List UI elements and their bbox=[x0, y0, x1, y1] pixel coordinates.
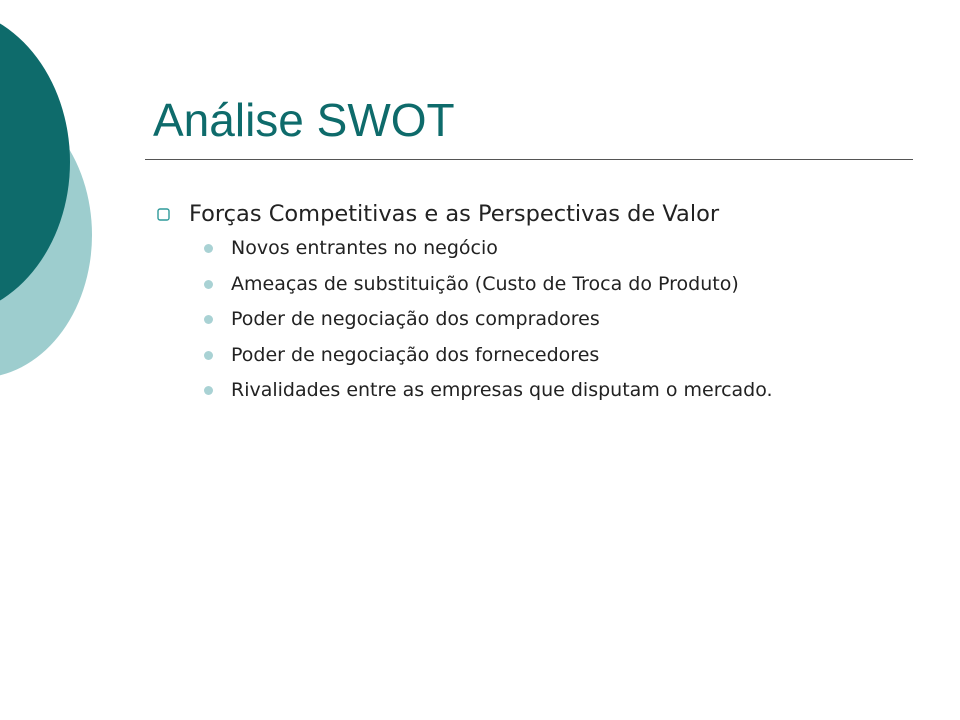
hollow-square-bullet-icon bbox=[157, 208, 170, 221]
round-bullet-icon bbox=[204, 280, 213, 289]
section-heading bbox=[157, 199, 897, 229]
slide-body bbox=[157, 199, 897, 411]
list-item-text: Rivalidades entre as empresas que disputam o mercado. bbox=[231, 379, 773, 401]
list-item bbox=[157, 340, 851, 370]
list-item bbox=[157, 233, 851, 263]
section-heading-text: Forças Competitivas e as Perspectivas de Valor bbox=[189, 201, 720, 227]
hollow-square-bullet-shape bbox=[158, 209, 169, 220]
title-divider bbox=[145, 159, 913, 160]
slide-title: Análise SWOT bbox=[153, 94, 455, 146]
list-item-text: Poder de negociação dos compradores bbox=[231, 308, 600, 330]
round-bullet-icon bbox=[204, 386, 213, 395]
list-item bbox=[157, 269, 851, 299]
list-item bbox=[157, 375, 851, 405]
bullet-list bbox=[157, 233, 897, 405]
round-bullet-icon bbox=[204, 244, 213, 253]
round-bullet-icon bbox=[204, 351, 213, 360]
list-item-text: Ameaças de substituição (Custo de Troca do Produto) bbox=[231, 272, 739, 295]
round-bullet-icon bbox=[204, 315, 213, 324]
list-item bbox=[157, 304, 851, 334]
list-item-text: Poder de negociação dos fornecedores bbox=[231, 343, 600, 366]
list-item-text: Novos entrantes no negócio bbox=[231, 237, 498, 259]
